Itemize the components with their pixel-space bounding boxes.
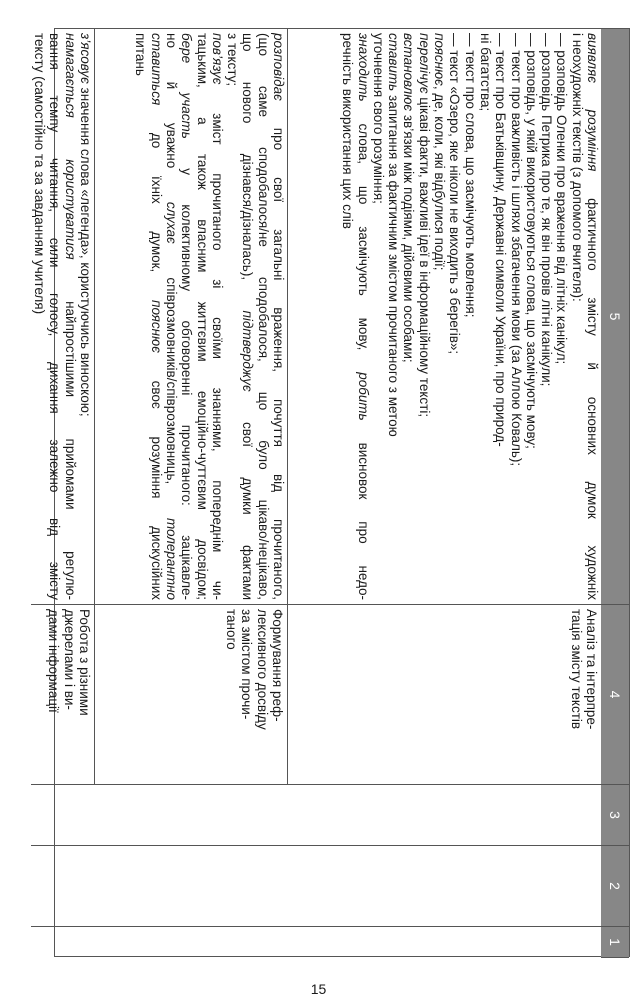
outcome-line [524, 33, 539, 600]
outcome-line [539, 33, 554, 600]
column-header-5: 5 [601, 29, 629, 605]
italic-verb: з’ясовує [78, 33, 93, 84]
outcome-line [569, 33, 584, 600]
outcome-line [255, 33, 270, 600]
text-run: до їхніх думок, [148, 105, 164, 301]
skill-line: лексивного досвіду [254, 609, 270, 730]
text-run: про свої загальні враження, почуття від прочитаного, [271, 100, 286, 600]
text-run: співрозмовників/співрозмовниць, [163, 243, 179, 518]
italic-verb: ставиться [148, 33, 164, 106]
row-2-outcomes [95, 29, 288, 604]
column-header-2: 2 [601, 846, 629, 927]
italic-verb: підтверджує [240, 310, 256, 392]
skill-line: за змістом прочи- [239, 609, 255, 720]
skill-line: Аналіз та інтерпре- [584, 609, 599, 730]
text-run: — текст «Озеро, яке ніколи не виходить з берегів»; [447, 33, 463, 355]
outcome-line [179, 33, 194, 600]
skill-line: дами інформації [46, 609, 62, 713]
text-run: тексту (самостійно та за завданням учителя) [32, 33, 48, 315]
skill-line: Робота з різними [77, 609, 92, 716]
outcome-line [386, 33, 401, 600]
outcome-line [148, 33, 163, 600]
italic-verb: намагається користуватися [62, 33, 78, 260]
outcome-line [554, 33, 569, 600]
text-run: речність використання цих слів [340, 33, 356, 229]
outcome-line [432, 33, 447, 600]
text-run: питань [133, 33, 149, 76]
column-header-3: 3 [601, 785, 629, 846]
italic-verb: слухає [163, 201, 179, 244]
text-run: , де, коли, які відбулися події; [432, 85, 448, 271]
outcome-line [371, 33, 386, 600]
text-run: фактичного змісту й основних думок художніх [585, 171, 600, 600]
row-3-outcomes [31, 29, 95, 604]
text-run: і неохудожніх текстів (з допомого вчителя): [569, 33, 585, 302]
text-run: зміст прочитаного зі своїми знаннями, попереднім чи- [209, 84, 225, 600]
column-1-cell [31, 927, 601, 958]
text-run: запитання за фактичним змістом прочитаного з метою [386, 91, 402, 437]
page-number: 15 [310, 981, 327, 997]
text-run: висновок про недо- [355, 420, 371, 600]
column-header-4: 4 [601, 605, 629, 785]
text-run: з тексту; [225, 33, 241, 87]
outcome-line [62, 33, 77, 600]
outcome-line [164, 33, 179, 600]
text-run: своє розуміння дискусійних [148, 352, 164, 600]
outcome-line [210, 33, 225, 600]
outcome-line [447, 33, 462, 600]
outcome-line [508, 33, 523, 600]
skill-line: джерелами і ви- [61, 609, 77, 710]
italic-verb: бере участь [179, 33, 195, 139]
text-run: у колективному обговоренні прочитаного: зацікавле- [179, 138, 195, 600]
outcome-line [416, 33, 431, 600]
outcome-line [478, 33, 493, 600]
italic-verb: розповідає [271, 33, 286, 101]
italic-verb: перелічує [416, 33, 432, 94]
italic-verb: виявляє розуміння [585, 33, 600, 172]
text-run: тацьким, а також власним життєвим емоційно-чуттєвим досвідом; [194, 33, 210, 600]
outcome-line [47, 33, 62, 600]
column-5-outcomes [31, 29, 601, 605]
outcome-line [340, 33, 355, 600]
text-run: уточнення свого розуміння; [370, 33, 386, 204]
text-run: — текст про слова, що засмічують мовлення; [462, 33, 478, 318]
row-1-outcomes [288, 29, 601, 604]
outcome-line [133, 33, 148, 600]
text-run: свої думки фактами [240, 391, 256, 600]
outcome-line [401, 33, 416, 600]
outcome-line [32, 33, 47, 600]
text-run: — текст про важливість і шляхи збагачення мови (за Аллою Коваль); [508, 33, 524, 467]
column-2-cell [31, 846, 601, 927]
column-header-1: 1 [601, 927, 629, 958]
italic-verb: ставить [386, 33, 402, 92]
text-run: ні багатства; [477, 33, 493, 112]
text-run: зв’язки між подіями, дійовими особами; [401, 111, 417, 363]
italic-verb: пов’язує [209, 33, 225, 85]
text-run: найпростішими прийомами регулю- [62, 259, 78, 600]
italic-verb: встановлює [401, 33, 417, 112]
text-run: — розповідь Петрика про те, як він провів літні канікули; [539, 33, 555, 387]
text-run: — розповідь, у якій використовуються слова, що засмічують мову; [523, 33, 539, 449]
text-run: — розповідь Оленки про враження від літніх канікул; [554, 33, 570, 365]
italic-verb: знаходить [355, 33, 371, 102]
outcome-line [225, 33, 240, 600]
row-2-skill [95, 605, 288, 784]
outcome-line [493, 33, 508, 600]
outcome-line [194, 33, 209, 600]
text-run: но й уважно [163, 33, 179, 202]
text-run: — текст про Батьківщину, Державні символи України, про природ- [493, 33, 509, 447]
skill-line: таного [224, 609, 240, 650]
curriculum-table [32, 28, 630, 957]
text-run: що нового дізнався/дізналась), [240, 33, 256, 311]
row-1-skill [288, 605, 601, 784]
skill-line: Формування реф- [270, 609, 285, 722]
italic-verb: толерантно [163, 517, 179, 600]
row-3-skill [31, 605, 95, 784]
text-run: цікаві факти, важливі ідеї в інформаційному тексті; [416, 93, 432, 418]
column-4-skills [31, 605, 601, 785]
italic-verb: пояснює [432, 33, 448, 86]
outcome-line [355, 33, 370, 600]
skill-line: тація змісту текстів [568, 609, 584, 730]
text-run: значення слова «легенда», користуючись виноскою; [78, 83, 93, 417]
italic-verb: робить [355, 372, 371, 421]
italic-verb: пояснює [148, 300, 164, 353]
column-3-cell [31, 785, 601, 846]
outcome-line [240, 33, 255, 600]
outcome-line [271, 33, 286, 600]
outcome-line [585, 33, 600, 600]
text-run: слова, що засмічують мову, [355, 101, 371, 373]
text-run: (що саме сподобалося/не сподобалося, що було цікаво/нецікаво, [255, 33, 271, 600]
outcome-line [78, 33, 93, 600]
text-run: вання темпу читання, сили голосу, дихання залежно від змісту [47, 33, 63, 600]
outcome-line [462, 33, 477, 600]
